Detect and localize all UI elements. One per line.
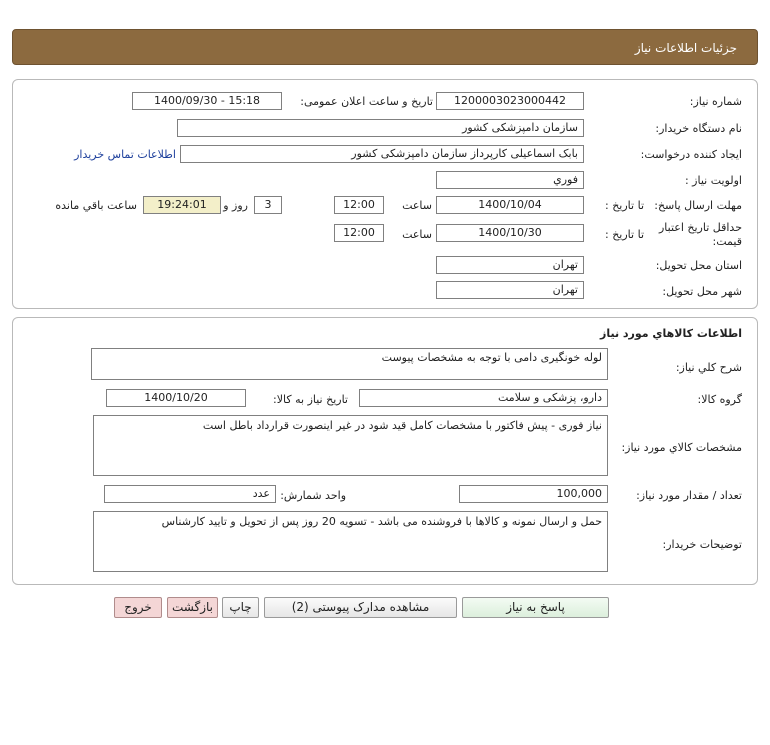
general-desc-field: لوله خونگیری دامی با توجه به مشخصات پیوست bbox=[91, 348, 608, 380]
print-button[interactable]: چاپ bbox=[222, 597, 259, 618]
exit-button[interactable]: خروج bbox=[114, 597, 162, 618]
validity-to-date-label: تا تاریخ : bbox=[605, 228, 644, 241]
priority-label: اولویت نیاز : bbox=[684, 174, 742, 187]
province-field: تهران bbox=[436, 256, 584, 274]
specs-field: نیاز فوری - پیش فاکتور با مشخصات کامل قید شود در غیر اینصورت قرارداد باطل است bbox=[93, 415, 608, 476]
price-validity-label bbox=[642, 221, 742, 249]
general-desc-label: شرح کلي نياز: bbox=[675, 361, 742, 374]
goods-group-field: دارو، پزشکی و سلامت bbox=[359, 389, 608, 407]
buyer-contact-link[interactable]: اطلاعات تماس خریدار bbox=[74, 148, 176, 161]
creator-field: بابک اسماعیلی کارپرداز سازمان دامپزشکی کشور bbox=[180, 145, 584, 163]
buyer-org-field: سازمان دامپزشکی کشور bbox=[177, 119, 584, 137]
page-title: جزئیات اطلاعات نیاز bbox=[634, 41, 737, 55]
city-label: شهر محل تحویل: bbox=[662, 285, 742, 298]
quantity-field: 100,000 bbox=[459, 485, 608, 503]
specs-label: مشخصات کالاي مورد نياز: bbox=[621, 441, 742, 454]
unit-label: واحد شمارش: bbox=[280, 489, 346, 502]
buyer-notes-label: توضیحات خریدار: bbox=[662, 538, 742, 551]
quantity-label: تعداد / مقدار مورد نیاز: bbox=[636, 489, 742, 502]
view-attachments-button[interactable]: مشاهده مدارک پیوستی (2) bbox=[264, 597, 457, 618]
need-date-field: 1400/10/20 bbox=[106, 389, 246, 407]
deadline-date-field: 1400/10/04 bbox=[436, 196, 584, 214]
need-info-panel bbox=[12, 79, 758, 309]
city-field: تهران bbox=[436, 281, 584, 299]
unit-field: عدد bbox=[104, 485, 276, 503]
days-remaining-field: 3 bbox=[254, 196, 282, 214]
need-number-label: شماره نیاز: bbox=[689, 95, 742, 108]
need-date-label: تاریخ نیاز به کالا: bbox=[273, 393, 348, 406]
goods-section-title: اطلاعات کالاهاي مورد نياز bbox=[600, 327, 742, 340]
province-label: استان محل تحویل: bbox=[655, 259, 742, 272]
buyer-notes-field: حمل و ارسال نمونه و کالاها با فروشنده می باشد - تسویه 20 روز پس از تحویل و تایید کارشناس bbox=[93, 511, 608, 572]
goods-group-label: گروه کالا: bbox=[697, 393, 742, 406]
remaining-time-label: ساعت باقي مانده bbox=[55, 199, 137, 212]
back-button[interactable]: بازگشت bbox=[167, 597, 218, 618]
deadline-time-label: ساعت bbox=[402, 199, 432, 212]
announce-date-field: 1400/09/30 - 15:18 bbox=[132, 92, 282, 110]
announce-date-label: تاریخ و ساعت اعلان عمومی: bbox=[300, 95, 433, 108]
price-validity-label-text: حداقل تاریخ اعتبار قیمت: bbox=[658, 221, 742, 248]
respond-to-need-button[interactable]: پاسخ به نیاز bbox=[462, 597, 609, 618]
creator-label: ایجاد کننده درخواست: bbox=[640, 148, 742, 161]
need-number-field: 1200003023000442 bbox=[436, 92, 584, 110]
validity-time-label: ساعت bbox=[402, 228, 432, 241]
deadline-label: مهلت ارسال پاسخ: bbox=[654, 199, 742, 212]
deadline-to-date-label: تا تاریخ : bbox=[605, 199, 644, 212]
priority-field: فوري bbox=[436, 171, 584, 189]
page-title-bar bbox=[12, 29, 758, 65]
remaining-time-field: 19:24:01 bbox=[143, 196, 221, 214]
deadline-time-field: 12:00 bbox=[334, 196, 384, 214]
validity-time-field: 12:00 bbox=[334, 224, 384, 242]
days-and-label: روز و bbox=[223, 199, 248, 212]
buyer-org-label: نام دستگاه خریدار: bbox=[655, 122, 742, 135]
validity-date-field: 1400/10/30 bbox=[436, 224, 584, 242]
